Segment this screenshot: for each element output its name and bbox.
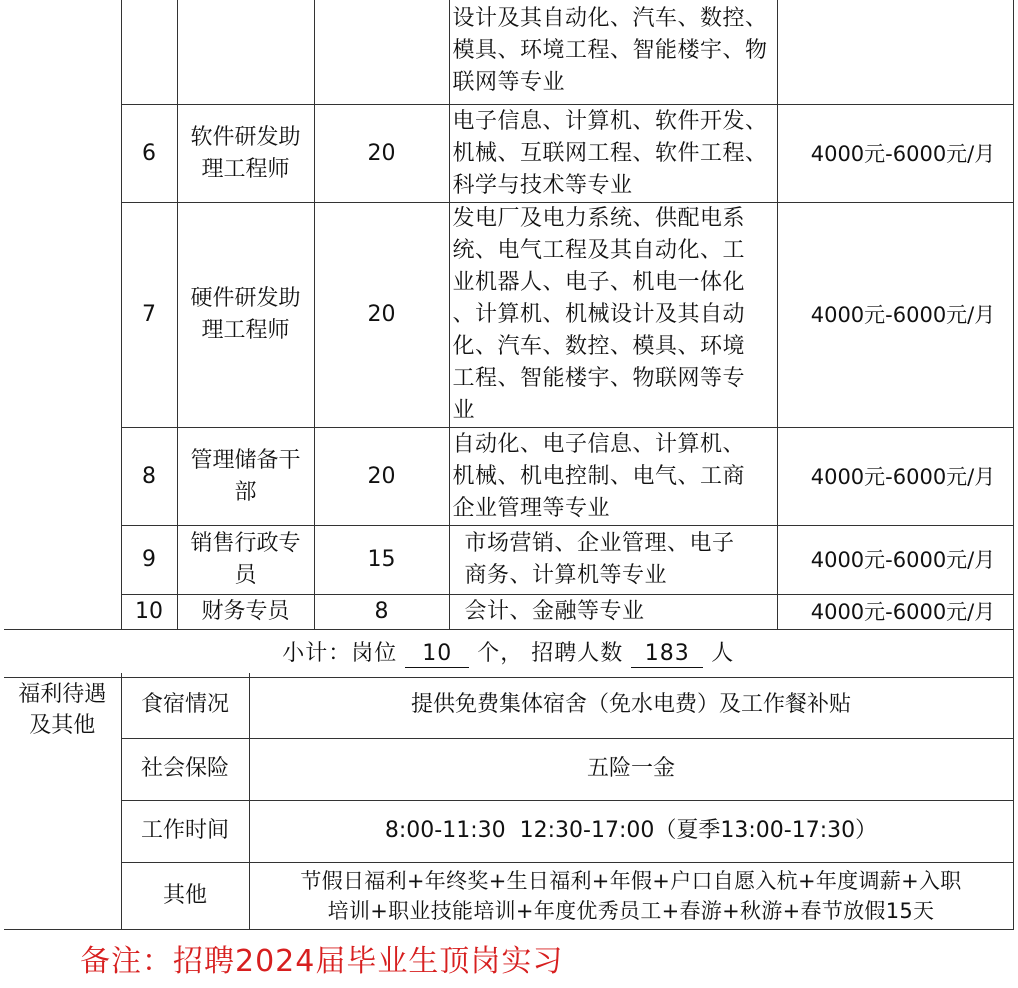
job-salary: 4000元-6000元/月 <box>777 595 1013 630</box>
benefit-label: 其他 <box>121 862 249 929</box>
benefits-heading <box>4 673 121 929</box>
job-salary <box>777 0 1013 105</box>
job-position: 财务专员 <box>177 595 314 630</box>
benefit-value <box>249 862 1013 929</box>
table-row <box>4 673 1013 738</box>
job-count: 15 <box>314 526 449 595</box>
table-row <box>4 105 1013 203</box>
benefit-value <box>249 738 1013 800</box>
benefit-value <box>249 800 1013 862</box>
subtotal-people: 183 <box>631 641 703 668</box>
table-row <box>4 595 1013 630</box>
major-line: 业机器人、电子、机电一体化 <box>452 270 746 295</box>
table-row <box>4 800 1013 862</box>
job-position: 硬件研发助理工程师 <box>177 203 314 428</box>
major-line: 市场营销、企业管理、电子 <box>464 531 735 556</box>
job-majors <box>449 428 777 526</box>
job-majors <box>449 595 777 630</box>
major-line: 发电厂及电力系统、供配电系 <box>452 206 746 231</box>
subtotal-prefix: 小计：岗位 <box>282 640 398 666</box>
major-line: 会计、金融等专业 <box>464 599 645 624</box>
job-position <box>177 0 314 105</box>
benefit-value-line: 节假日福利+年终奖+生日福利+年假+户口自愿入杭+年度调薪+入职 <box>300 868 962 893</box>
benefits-heading-line: 福利待遇 <box>18 682 107 707</box>
table-row <box>4 203 1013 428</box>
benefit-value <box>249 673 1013 738</box>
major-line: 企业管理等专业 <box>452 495 611 521</box>
major-line: 化、汽车、数控、模具、环境 <box>452 334 746 359</box>
table-row <box>4 738 1013 800</box>
job-number: 8 <box>121 428 177 526</box>
job-number: 7 <box>121 203 177 428</box>
benefit-value-line: 五险一金 <box>586 756 675 781</box>
job-majors <box>449 203 777 428</box>
major-line: 统、电气工程及其自动化、工 <box>452 238 746 263</box>
recruitment-table <box>4 0 1014 678</box>
major-line: 模具、环境工程、智能楼宇、物 <box>452 38 768 63</box>
job-count: 8 <box>314 595 449 630</box>
job-majors <box>449 526 777 595</box>
benefit-value-line: 提供免费集体宿舍（免水电费）及工作餐补贴 <box>410 692 851 718</box>
benefit-label: 工作时间 <box>121 800 249 862</box>
job-number <box>121 0 177 105</box>
job-salary: 4000元-6000元/月 <box>777 105 1013 203</box>
benefit-value-line: 培训+职业技能培训+年度优秀员工+春游+秋游+春节放假15天 <box>327 898 935 923</box>
table-row <box>4 526 1013 595</box>
subtotal-suffix: 人 <box>711 640 735 666</box>
job-majors <box>449 105 777 203</box>
benefit-label: 社会保险 <box>121 738 249 800</box>
job-position: 管理储备干部 <box>177 428 314 526</box>
benefit-value-line: 8:00-11:30 12:30-17:00（夏季13:00-17:30） <box>384 818 878 843</box>
major-line: 科学与技术等专业 <box>452 172 633 198</box>
table-row <box>4 428 1013 526</box>
subtotal-middle: 个， 招聘人数 <box>477 640 624 666</box>
subtotal-cell <box>4 630 1013 678</box>
major-line: 自动化、电子信息、计算机、 <box>452 431 746 457</box>
job-number: 6 <box>121 105 177 203</box>
major-line: 联网等专业 <box>452 70 566 95</box>
major-line: 商务、计算机等专业 <box>464 563 668 588</box>
remark-note: 备注：招聘2024届毕业生顶岗实习 <box>80 944 564 979</box>
job-position: 销售行政专员 <box>177 526 314 595</box>
subtotal-row <box>4 630 1013 678</box>
job-number: 9 <box>121 526 177 595</box>
benefit-label: 食宿情况 <box>121 673 249 738</box>
table-row <box>4 0 1013 105</box>
major-line: 电子信息、计算机、软件开发、 <box>452 108 768 134</box>
job-salary: 4000元-6000元/月 <box>777 428 1013 526</box>
job-salary: 4000元-6000元/月 <box>777 203 1013 428</box>
job-position: 软件研发助理工程师 <box>177 105 314 203</box>
job-count: 20 <box>314 203 449 428</box>
major-line: 工程、智能楼宇、物联网等专 <box>452 366 746 391</box>
subtotal-positions: 10 <box>405 641 469 668</box>
job-count <box>314 0 449 105</box>
table-row <box>4 862 1013 929</box>
major-line: 机械、互联网工程、软件工程、 <box>452 140 768 166</box>
job-count: 20 <box>314 105 449 203</box>
benefits-heading-line: 及其他 <box>29 713 96 738</box>
major-line: 机械、机电控制、电气、工商 <box>452 463 746 489</box>
job-count: 20 <box>314 428 449 526</box>
major-line: 、计算机、机械设计及其自动 <box>452 302 746 327</box>
major-line: 设计及其自动化、汽车、数控、 <box>452 6 768 31</box>
blank-left-cell <box>4 0 121 630</box>
job-majors <box>449 0 777 105</box>
job-salary: 4000元-6000元/月 <box>777 526 1013 595</box>
benefits-table <box>4 673 1014 930</box>
job-number: 10 <box>121 595 177 630</box>
major-line: 业 <box>452 398 476 423</box>
